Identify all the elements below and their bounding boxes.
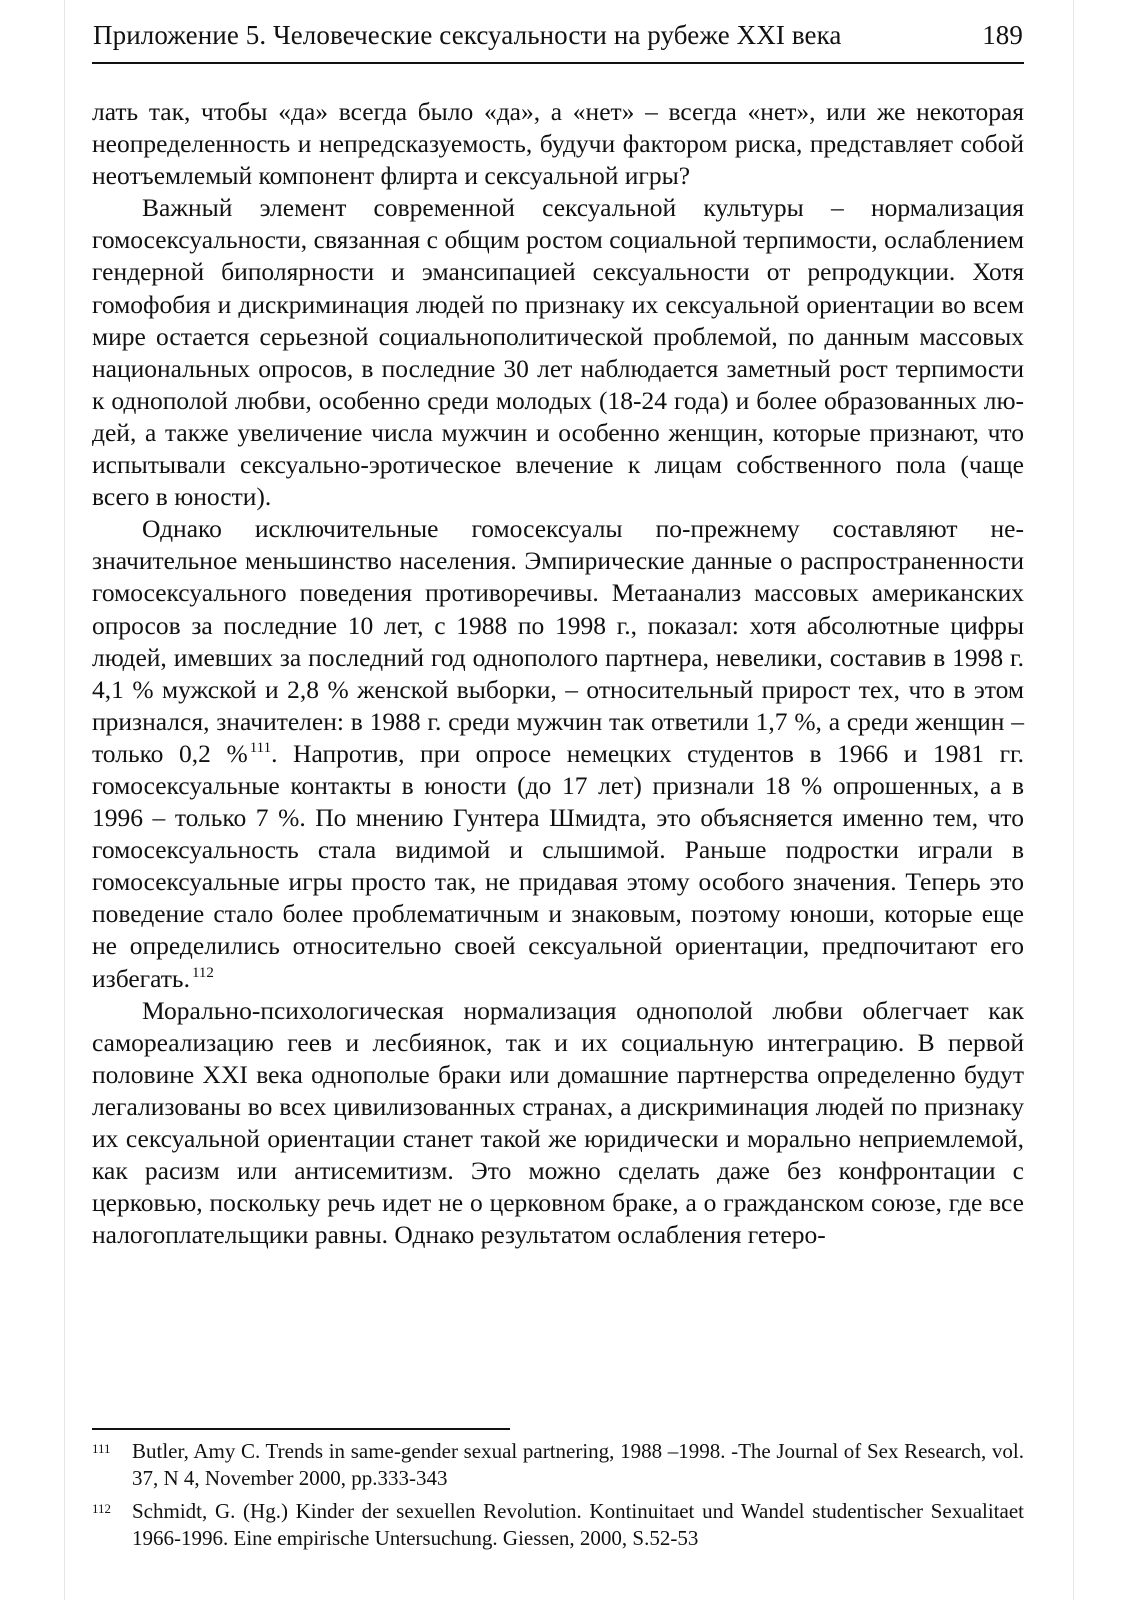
- footnotes: [92, 1438, 1024, 1558]
- paragraph-text: . Напротив, при опросе немецких студентов в 1966 и 1981 гг. гомосексуальные контакты в юности (до 17 лет) признали 18 % опрошенных, а в 1996 – только 7 %. По мнению Гунтера Шмидта, это объясняется именно тем, что гомосексуальность стала видимой и слышимой. Раньше подростки играли в гомосексуальные игры просто так, не придавая этому особого значения. Теперь это поведение стало более проблематичным и знаковым, поэтому юноши, которые еще не определились относительно своей сексуальной ориентации, предпочитают его избегать.: [92, 738, 1024, 993]
- header-rule: [92, 62, 1024, 64]
- paragraph: [92, 96, 1024, 192]
- page-number: 189: [982, 20, 1023, 50]
- footnote-text: Schmidt, G. (Hg.) Kinder der sexuellen Revolution. Kontinuitaet und Wandel studentischer Sexualitaet 1966-1996. Eine empirische Untersuchung. Giessen, 2000, S.52-53: [132, 1499, 1024, 1550]
- running-header-title: Приложение 5. Человеческие сексуальности на рубеже XXI века: [93, 20, 842, 50]
- footnote-number: 111: [92, 1441, 111, 1456]
- body-text: [92, 96, 1024, 1251]
- footnote-number: 112: [92, 1501, 112, 1516]
- running-header: [93, 20, 1023, 60]
- paragraph: [92, 513, 1024, 994]
- footnote-reference[interactable]: 111: [249, 739, 272, 756]
- paragraph: [92, 995, 1024, 1252]
- paragraph-text: лать так, чтобы «да» всегда было «да», а «нет» – всегда «нет», или же некоторая неопределенность и непредсказуемость, будучи фактором риска, представляет собой неотъемлемый компонент флирта и сексуальной игры?: [92, 97, 1024, 191]
- footnote-reference[interactable]: 112: [191, 964, 214, 981]
- footnote-separator: [92, 1428, 510, 1430]
- paragraph-text: Морально-психологическая нормализация однополой любви облегчает как самореализацию геев и лесбиянок, так и их социальную интеграцию. В первой половине XXI века однополые браки или домашние партнерства определенно будут легализованы во всех цивилизованных странах, а дискриминация людей по признаку их сексуальной ориентации станет такой же юридически и морально неприемлемой, как расизм или антисемитизм. Это можно сделать даже без конфронтации с церковью, поскольку речь идет не о церковном браке, а о гражданском союзе, где все налогоплательщики равны. Однако результатом ослабления гетеро-: [92, 995, 1024, 1250]
- paragraph: [92, 192, 1024, 513]
- paragraph-text: Однако исключительные гомосексуалы по-прежнему составляют незначительное меньшинство населения. Эмпирические данные о распространенности гомосексуального поведения противоречивы. Метаанализ массовых американских опросов за последние 10 лет, с 1988 по 1998 г., показал: хотя абсолютные цифры людей, имевших за последний год однополого партнера, невелики, составив в 1998 г. 4,1 % мужской и 2,8 % женской выборки, – относительный прирост тех, что в этом признался, значителен: в 1988 г. среди мужчин так ответили 1,7 %, а среди женщин – только 0,2 %: [92, 514, 1024, 768]
- footnote: [92, 1498, 1024, 1552]
- paragraph-text: Важный элемент современной сексуальной культуры – нормализация гомосексуальности, связанная с общим ростом социальной терпимости, ослаблением гендерной биполярности и эмансипацией сексуальности от репродукции. Хотя гомофобия и дискриминация людей по признаку их сексуальной ориентации во всем мире остается серьезной социальнополитической проблемой, по данным массовых национальных опросов, в последние 30 лет наблюдается заметный рост терпимости к однополой любви, особенно среди молодых (18-24 года) и более образованных людей, а также увеличение числа мужчин и особенно женщин, которые признают, что испытывали сексуально-эротическое влечение к лицам собственного пола (чаще всего в юности).: [92, 193, 1024, 512]
- footnote-text: Butler, Amy C. Trends in same-gender sexual partnering, 1988 –1998. -The Journal of Sex Research, vol. 37, N 4, November 2000, pp.333-343: [132, 1439, 1024, 1490]
- footnote: [92, 1438, 1024, 1492]
